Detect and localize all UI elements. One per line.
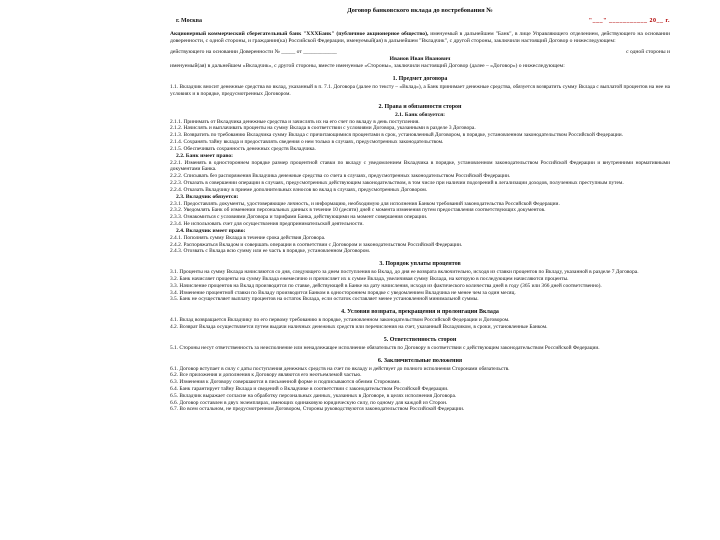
place-date-row	[170, 17, 670, 25]
clause-paragraph: 6.4. Банк гарантирует тайну Вклада и сведений о Вкладчике в соответствии с законодательством Российской Федерации.	[170, 385, 449, 392]
clause-paragraph: 2.3.2. Уведомлять Банк об изменении персональных данных в течение 10 (десяти) дней с момента изменения путем предоставления соответствующих документов.	[170, 207, 546, 214]
clause-paragraph: 2.4.2. Распоряжаться Вкладом и совершать операции в соответствии с Договором и законодательством Российской Федерации.	[170, 241, 463, 248]
clause-paragraph: 3.4. Изменение процентной ставки по Вкладу производится Банком в одностороннем порядке с уведомлением Вкладчика не менее чем за один месяц.	[170, 289, 516, 296]
bank-name: Акционерный коммерческий сберегательный банк "ХХХБанк" (публичное акционерное общество),	[170, 31, 429, 37]
intro-paragraph-2: именуемый(ая) в дальнейшем «Вкладчик», с другой стороны, вместе именуемые «Стороны», заключили настоящий Договор (далее – «Договор») о нижеследующем:	[170, 63, 565, 69]
section-2-2-body	[170, 160, 670, 194]
intro-paragraph	[170, 31, 670, 45]
clause-paragraph: 1.1. Вкладчик вносит денежные средства во вклад, указанный в п. 7.1. Договора (далее по тексту – «Вклад»), а Банк принимает денежные средства, обязуется возвратить сумму Вклада с выплатой процентов на нее на условиях и в порядке, предусмотренных Договором.	[170, 84, 670, 97]
clause-paragraph: 2.2.3. Отказать в совершении операции в случаях, предусмотренных действующим законодательством, в том числе при наличии подозрений в легализации доходов, полученных преступным путем.	[170, 179, 624, 186]
section-6-heading: 6. Заключительные положения	[377, 357, 463, 364]
clause-paragraph: 3.3. Начисление процентов на Вклад производится по ставке, действующей в Банке на дату начисления, исходя из фактического количества дней в году (365 или 366 дней соответственно).	[170, 282, 602, 289]
section-2-3-body	[170, 201, 670, 228]
clause-paragraph: 3.2. Банк начисляет проценты на сумму Вклада ежемесячно и причисляет их к сумме Вклада, увеличивая сумму Вклада, на которую в последующем начисляются проценты.	[170, 275, 569, 282]
section-3-body	[170, 269, 670, 303]
clause-paragraph: 4.2. Возврат Вклада осуществляется путем выдачи наличных денежных средств или перечисления на счет, указанный Вкладчиком, в сроки, установленные Банком.	[170, 323, 548, 330]
section-2-heading: 2. Права и обязанности сторон	[378, 103, 462, 110]
section-2-1-body	[170, 119, 670, 153]
section-2-2-heading: 2.2. Банк имеет право:	[176, 152, 234, 159]
clause-paragraph: 2.3.1. Предоставлять документы, удостоверяющие личность, и информацию, необходимую для исполнения Банком требований законодательства Российской Федерации.	[170, 200, 560, 207]
intro-text: именуемый в дальнейшем "Банк", в лице Управляющего отделением, действующего на основании доверенности, с одной стороны, и гражданин(ка) Российской Федерации, именуемый(ая) в дальнейшем "Вкладчик", с другой стороны, заключили настоящий Договор о нижеследующем:	[170, 31, 670, 44]
clause-paragraph: 6.3. Изменения к Договору совершаются в письменной форме и подписываются обеими Сторонами.	[170, 379, 401, 386]
clause-paragraph: 6.1. Договор вступает в силу с даты поступления денежных средств на счет по вкладу и действует до полного исполнения Сторонами обязательств.	[170, 365, 510, 372]
section-1-heading: 1. Предмет договора	[392, 76, 448, 82]
section-1-body	[170, 84, 670, 98]
clause-paragraph: 2.3.3. Ознакомиться с условиями Договора и тарифами Банка, действующими на момент совершения операции.	[170, 214, 428, 221]
depositor-name: Иванов Иван Иванович	[389, 56, 451, 62]
power-of-attorney-text: действующего на основании Доверенности № _____ от ____________	[170, 49, 337, 55]
section-6-body	[170, 366, 670, 414]
clause-paragraph: 2.1.4. Сохранять тайну вклада и предоставлять сведения о нем только в случаях, предусмотренных законодательством.	[170, 138, 444, 145]
section-4-body	[170, 317, 670, 331]
clause-paragraph: 3.5. Банк не осуществляет выплату процентов на остаток Вклада, если остаток составляет менее установленной минимальной суммы.	[170, 296, 479, 303]
section-4-heading: 4. Условия возврата, прекращения и пролонгации Вклада	[341, 309, 499, 316]
section-2-4-body	[170, 235, 670, 255]
section-2-3-heading: 2.3. Вкладчик обязуется:	[176, 193, 239, 200]
clause-paragraph: 2.3.4. Не использовать счет для осуществления предпринимательской деятельности.	[170, 220, 364, 227]
clause-paragraph: 3.1. Проценты на сумму Вклада начисляются со дня, следующего за днем поступления во Вклад, до дня ее возврата включительно, исходя из ставки процентов по Вкладу, указанной в разделе 7 Договора.	[170, 269, 639, 276]
section-3-heading: 3. Порядок уплаты процентов	[379, 261, 461, 268]
section-2-4-heading: 2.4. Вкладчик имеет право:	[176, 227, 246, 234]
clause-paragraph: 2.1.1. Принимать от Вкладчика денежные средства и зачислять их на его счет по вкладу в день поступления.	[170, 118, 420, 125]
clause-paragraph: 6.6. Договор составлен в двух экземплярах, имеющих одинаковую юридическую силу, по одному для каждой из Сторон.	[170, 399, 448, 406]
clause-paragraph: 2.1.3. Возвратить по требованию Вкладчика сумму Вклада с причитающимися процентами в срок, установленный Договором, в порядке, установленном законодательством Российской Федерации.	[170, 132, 623, 139]
section-2-1-heading: 2.1. Банк обязуется:	[394, 111, 446, 118]
clause-paragraph: 5.1. Стороны несут ответственность за неисполнение или ненадлежащее исполнение обязательств по Договору в соответствии с действующим законодательством Российской Федерации.	[170, 344, 600, 351]
power-of-attorney-line	[170, 49, 670, 56]
clause-paragraph: 2.2.1. Изменять в одностороннем порядке размер процентной ставки по вкладу с уведомлением Вкладчика в порядке, установленном законодательством Российской Федерации и внутренними нормативными документами Банка.	[170, 159, 670, 173]
document-title: Договор банковского вклада до востребования №	[347, 7, 493, 14]
one-side-text: с одной стороны и	[626, 49, 670, 55]
clause-paragraph: 4.1. Вклад возвращается Вкладчику по его первому требованию в порядке, установленном законодательством Российской Федерации и Договором.	[170, 317, 510, 324]
clause-paragraph: 2.4.1. Пополнять сумму Вклада в течение срока действия Договора.	[170, 234, 326, 241]
contract-date: "___" ___________ 20__ г.	[588, 18, 670, 24]
clause-paragraph: 2.1.2. Начислять и выплачивать проценты на сумму Вклада в соответствии с условиями Договора, указанными в разделе 3 Договора.	[170, 125, 476, 132]
clause-paragraph: 2.2.4. Отказать Вкладчику в приеме дополнительных взносов во вклад в случаях, предусмотренных Договором.	[170, 186, 428, 193]
clause-paragraph: 2.1.5. Обеспечивать сохранность денежных средств Вкладчика.	[170, 145, 316, 152]
clause-paragraph: 6.5. Вкладчик выражает согласие на обработку персональных данных, указанных в Договоре, в целях исполнения Договора.	[170, 392, 457, 399]
clause-paragraph: 2.4.3. Отозвать с Вклада всю сумму или ее часть в порядке, установленном Договором.	[170, 248, 371, 255]
section-5-heading: 5. Ответственность сторон	[383, 336, 457, 343]
clause-paragraph: 2.2.2. Списывать без распоряжения Вкладчика денежные средства со счета в случаях, предусмотренных законодательством Российской Федерации.	[170, 173, 511, 180]
clause-paragraph: 6.7. Во всем остальном, не предусмотренном Договором, Стороны руководствуются законодательством Российской Федерации.	[170, 406, 465, 413]
city-label: г. Москва	[176, 18, 202, 24]
section-5-body	[170, 345, 670, 352]
clause-paragraph: 6.2. Все приложения и дополнения к Договору являются его неотъемлемой частью.	[170, 372, 362, 379]
